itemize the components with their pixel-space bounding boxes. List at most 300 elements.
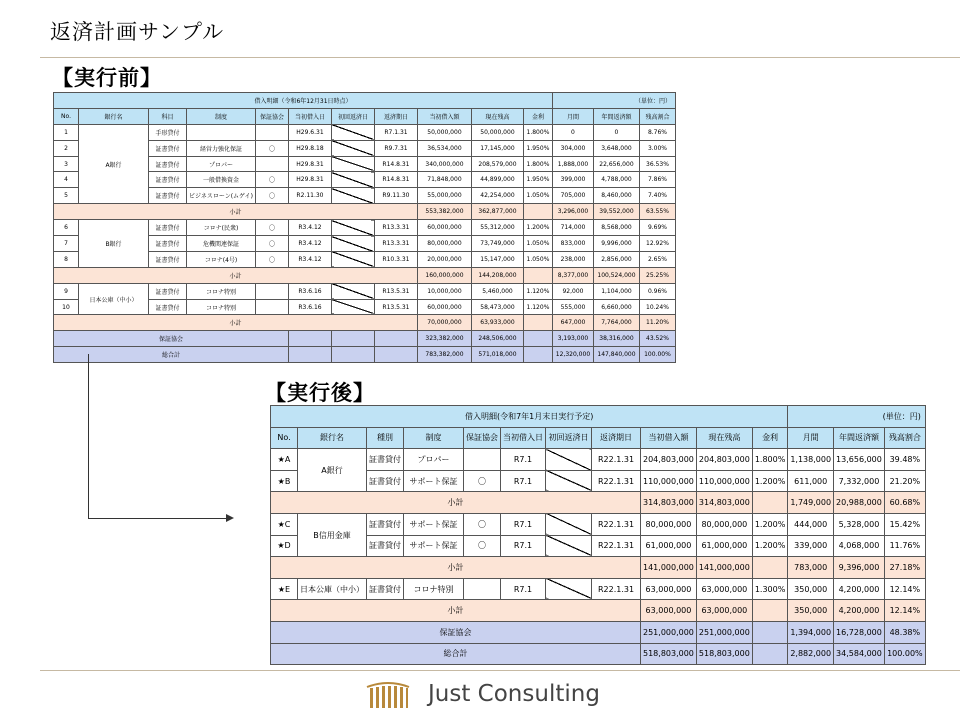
cell-monthly: 783,000: [788, 557, 834, 579]
subtotal-label: 小計: [54, 204, 418, 220]
cell-initial: 36,534,000: [417, 140, 471, 156]
cell-no: 8: [54, 251, 79, 267]
cell-bank: B銀行: [79, 220, 149, 268]
cell-rate: [523, 204, 552, 220]
cell-monthly: 647,000: [552, 315, 593, 331]
column-header: 制度: [187, 108, 256, 124]
cell-system: サポート保証: [404, 535, 464, 557]
cell-balance: 50,000,000: [471, 124, 523, 140]
cell-initial: 160,000,000: [417, 267, 471, 283]
cell-monthly: 3,193,000: [552, 331, 593, 347]
after-caption: 借入明細(令和7年1月末日実行予定): [271, 406, 788, 428]
cell-start: R7.1: [501, 470, 546, 492]
cell-guarantee: [255, 124, 288, 140]
before-caption-row: [54, 93, 676, 109]
cell-guarantee: [255, 156, 288, 172]
guarantee-total-label: 保証協会: [54, 331, 289, 347]
column-header: 種別: [367, 427, 404, 449]
cell-bank: A銀行: [298, 449, 367, 492]
cell-due: R13.3.31: [374, 236, 417, 252]
pillar-arch-logo-icon: [366, 681, 410, 709]
cell-rate: [752, 600, 788, 622]
cell-rate: [523, 267, 552, 283]
cell-initial: 63,000,000: [641, 600, 697, 622]
flow-connector-line: [88, 354, 89, 519]
cell-due: R13.5.31: [374, 283, 417, 299]
cell-due: R13.5.31: [374, 299, 417, 315]
cell-ratio: 60.68%: [884, 492, 925, 514]
cell-annual: 0: [593, 124, 639, 140]
column-header: 年間返済額: [593, 108, 639, 124]
subtotal-label: 小計: [271, 492, 641, 514]
cell-annual: 20,988,000: [834, 492, 885, 514]
cell-annual: 34,584,000: [834, 643, 885, 665]
cell-first-repay: [331, 236, 374, 252]
cell-monthly: 339,000: [788, 535, 834, 557]
cell-rate: [523, 347, 552, 363]
column-header: 銀行名: [298, 427, 367, 449]
cell-first-repay: [331, 140, 374, 156]
subtotal-row: [271, 600, 926, 622]
cell-ratio: 100.00%: [639, 347, 675, 363]
cell-start: H29.6.31: [288, 124, 331, 140]
table-row: [271, 470, 926, 492]
cell-initial: 340,000,000: [417, 156, 471, 172]
cell-annual: 1,104,000: [593, 283, 639, 299]
cell-annual: 4,200,000: [834, 578, 885, 600]
cell-first-repay: [546, 470, 592, 492]
blank-cell: [288, 347, 331, 363]
cell-first-repay: [331, 156, 374, 172]
cell-no: 4: [54, 172, 79, 188]
table-row: [271, 513, 926, 535]
cell-guarantee: 〇: [255, 236, 288, 252]
cell-no: ★C: [271, 513, 298, 535]
cell-no: 1: [54, 124, 79, 140]
column-header: No.: [271, 427, 298, 449]
cell-system: ビジネスローン(ムゲイ): [187, 188, 256, 204]
cell-initial: 314,803,000: [641, 492, 697, 514]
cell-initial: 204,803,000: [641, 449, 697, 471]
section-before-label: 【実行前】: [52, 66, 162, 90]
guarantee-total-row: [54, 331, 676, 347]
arrow-right-icon: [226, 514, 234, 522]
cell-no: 10: [54, 299, 79, 315]
table-row: [54, 124, 676, 140]
cell-balance: 61,000,000: [696, 535, 752, 557]
cell-rate: 1.200%: [523, 220, 552, 236]
cell-subject: 証書貸付: [367, 449, 404, 471]
top-divider: [40, 57, 960, 58]
cell-subject: 証書貸付: [149, 172, 187, 188]
cell-ratio: 43.52%: [639, 331, 675, 347]
column-header: 残高割合: [639, 108, 675, 124]
cell-initial: 60,000,000: [417, 299, 471, 315]
before-loan-table: [53, 92, 676, 363]
subtotal-row: [54, 204, 676, 220]
cell-system: 経営力強化保証: [187, 140, 256, 156]
cell-balance: 63,000,000: [696, 600, 752, 622]
cell-subject: 手形貸付: [149, 124, 187, 140]
column-header: 当初借入日: [501, 427, 546, 449]
cell-initial: 10,000,000: [417, 283, 471, 299]
cell-balance: 42,254,000: [471, 188, 523, 204]
cell-system: 危機関連保証: [187, 236, 256, 252]
guarantee-total-row: [271, 621, 926, 643]
grand-total-label: 総合計: [271, 643, 641, 665]
cell-rate: 1.950%: [523, 172, 552, 188]
after-caption-row: [271, 406, 926, 428]
cell-initial: 55,000,000: [417, 188, 471, 204]
grand-total-row: [271, 643, 926, 665]
blank-cell: [288, 331, 331, 347]
cell-ratio: 2.65%: [639, 251, 675, 267]
cell-no: ★E: [271, 578, 298, 600]
cell-initial: 60,000,000: [417, 220, 471, 236]
cell-due: R22.1.31: [592, 513, 641, 535]
cell-guarantee: [464, 578, 501, 600]
cell-guarantee: 〇: [464, 535, 501, 557]
cell-monthly: 1,749,000: [788, 492, 834, 514]
cell-system: コロナ特別: [187, 283, 256, 299]
subtotal-label: 小計: [54, 315, 418, 331]
cell-no: 2: [54, 140, 79, 156]
cell-due: R14.8.31: [374, 172, 417, 188]
cell-ratio: 10.24%: [639, 299, 675, 315]
cell-initial: 518,803,000: [641, 643, 697, 665]
table-row: [54, 220, 676, 236]
table-row: [271, 535, 926, 557]
cell-bank: A銀行: [79, 124, 149, 203]
cell-due: R9.11.30: [374, 188, 417, 204]
cell-rate: [752, 557, 788, 579]
blank-cell: [331, 347, 374, 363]
cell-subject: 証書貸付: [149, 140, 187, 156]
cell-rate: 1.200%: [752, 535, 788, 557]
cell-start: R7.1: [501, 513, 546, 535]
cell-annual: 6,660,000: [593, 299, 639, 315]
subtotal-row: [54, 267, 676, 283]
cell-balance: 248,506,000: [471, 331, 523, 347]
cell-ratio: 0.96%: [639, 283, 675, 299]
cell-ratio: 100.00%: [884, 643, 925, 665]
cell-guarantee: [464, 449, 501, 471]
cell-annual: 39,552,000: [593, 204, 639, 220]
cell-annual: 2,856,000: [593, 251, 639, 267]
cell-first-repay: [331, 124, 374, 140]
cell-ratio: 7.40%: [639, 188, 675, 204]
cell-system: プロパー: [404, 449, 464, 471]
cell-subject: 証書貸付: [149, 299, 187, 315]
cell-annual: 4,068,000: [834, 535, 885, 557]
column-header: 初回返済日: [331, 108, 374, 124]
cell-annual: 38,316,000: [593, 331, 639, 347]
cell-rate: 1.050%: [523, 251, 552, 267]
cell-system: コロナ特別: [404, 578, 464, 600]
cell-annual: 13,656,000: [834, 449, 885, 471]
cell-ratio: 39.48%: [884, 449, 925, 471]
guarantee-total-label: 保証協会: [271, 621, 641, 643]
subtotal-row: [54, 315, 676, 331]
table-row: [271, 578, 926, 600]
cell-annual: 100,524,000: [593, 267, 639, 283]
cell-monthly: 1,394,000: [788, 621, 834, 643]
cell-monthly: 444,000: [788, 513, 834, 535]
cell-balance: 44,899,000: [471, 172, 523, 188]
cell-guarantee: 〇: [255, 188, 288, 204]
cell-monthly: 714,000: [552, 220, 593, 236]
cell-first-repay: [331, 188, 374, 204]
cell-subject: 証書貸付: [149, 236, 187, 252]
cell-system: コロナ特別: [187, 299, 256, 315]
cell-ratio: 12.14%: [884, 600, 925, 622]
cell-subject: 証書貸付: [149, 188, 187, 204]
cell-balance: 208,579,000: [471, 156, 523, 172]
cell-guarantee: [255, 299, 288, 315]
cell-initial: 20,000,000: [417, 251, 471, 267]
cell-initial: 80,000,000: [417, 236, 471, 252]
cell-rate: 1.120%: [523, 299, 552, 315]
cell-system: コロナ(民衆): [187, 220, 256, 236]
cell-rate: [752, 621, 788, 643]
cell-annual: 147,840,000: [593, 347, 639, 363]
grand-total-row: [54, 347, 676, 363]
cell-start: R3.4.12: [288, 236, 331, 252]
cell-bank: B信用金庫: [298, 513, 367, 556]
cell-balance: 63,933,000: [471, 315, 523, 331]
column-header: 現在残高: [471, 108, 523, 124]
cell-monthly: 555,000: [552, 299, 593, 315]
cell-annual: 9,396,000: [834, 557, 885, 579]
column-header: 月間: [552, 108, 593, 124]
cell-start: H29.8.31: [288, 172, 331, 188]
after-header-row: [271, 427, 926, 449]
column-header: 当初借入額: [417, 108, 471, 124]
cell-no: 3: [54, 156, 79, 172]
cell-start: R7.1: [501, 449, 546, 471]
cell-initial: 63,000,000: [641, 578, 697, 600]
before-unit: （単位：円）: [552, 93, 675, 109]
cell-ratio: 36.53%: [639, 156, 675, 172]
cell-initial: 141,000,000: [641, 557, 697, 579]
cell-due: R9.7.31: [374, 140, 417, 156]
cell-ratio: 12.92%: [639, 236, 675, 252]
cell-due: R7.1.31: [374, 124, 417, 140]
cell-rate: [523, 315, 552, 331]
cell-no: ★B: [271, 470, 298, 492]
cell-annual: 16,728,000: [834, 621, 885, 643]
cell-guarantee: 〇: [255, 140, 288, 156]
cell-start: R2.11.30: [288, 188, 331, 204]
cell-first-repay: [331, 299, 374, 315]
column-header: 当初借入日: [288, 108, 331, 124]
cell-monthly: 3,296,000: [552, 204, 593, 220]
cell-ratio: 63.55%: [639, 204, 675, 220]
cell-initial: 70,000,000: [417, 315, 471, 331]
subtotal-label: 小計: [271, 600, 641, 622]
cell-first-repay: [546, 535, 592, 557]
cell-ratio: 48.38%: [884, 621, 925, 643]
cell-ratio: 11.76%: [884, 535, 925, 557]
table-row: [54, 283, 676, 299]
cell-monthly: 304,000: [552, 140, 593, 156]
subtotal-row: [271, 557, 926, 579]
cell-start: R7.1: [501, 578, 546, 600]
cell-balance: 58,473,000: [471, 299, 523, 315]
cell-rate: 1.200%: [752, 513, 788, 535]
cell-balance: 80,000,000: [696, 513, 752, 535]
cell-initial: 71,848,000: [417, 172, 471, 188]
cell-subject: 証書貸付: [367, 578, 404, 600]
column-header: 月間: [788, 427, 834, 449]
cell-balance: 17,145,000: [471, 140, 523, 156]
cell-rate: [752, 492, 788, 514]
cell-ratio: 8.76%: [639, 124, 675, 140]
cell-annual: 4,788,000: [593, 172, 639, 188]
cell-due: R14.8.31: [374, 156, 417, 172]
cell-monthly: 705,000: [552, 188, 593, 204]
cell-guarantee: 〇: [255, 172, 288, 188]
cell-subject: 証書貸付: [149, 283, 187, 299]
cell-balance: 63,000,000: [696, 578, 752, 600]
cell-guarantee: [255, 283, 288, 299]
cell-no: ★D: [271, 535, 298, 557]
cell-annual: 22,656,000: [593, 156, 639, 172]
cell-ratio: 25.25%: [639, 267, 675, 283]
cell-ratio: 27.18%: [884, 557, 925, 579]
cell-guarantee: 〇: [255, 220, 288, 236]
cell-bank: 日本公庫（中小）: [79, 283, 149, 315]
cell-start: H29.8.31: [288, 156, 331, 172]
cell-first-repay: [546, 513, 592, 535]
cell-monthly: 2,882,000: [788, 643, 834, 665]
cell-monthly: 350,000: [788, 578, 834, 600]
cell-first-repay: [546, 578, 592, 600]
cell-balance: 110,000,000: [696, 470, 752, 492]
cell-initial: 80,000,000: [641, 513, 697, 535]
cell-ratio: 21.20%: [884, 470, 925, 492]
page-title: 返済計画サンプル: [50, 20, 225, 44]
cell-due: R22.1.31: [592, 449, 641, 471]
cell-system: サポート保証: [404, 513, 464, 535]
cell-start: R7.1: [501, 535, 546, 557]
cell-monthly: 12,320,000: [552, 347, 593, 363]
column-header: 銀行名: [79, 108, 149, 124]
cell-initial: 50,000,000: [417, 124, 471, 140]
column-header: 年間返済額: [834, 427, 885, 449]
cell-due: R22.1.31: [592, 578, 641, 600]
cell-annual: 8,460,000: [593, 188, 639, 204]
cell-guarantee: 〇: [255, 251, 288, 267]
blank-cell: [331, 331, 374, 347]
cell-monthly: 0: [552, 124, 593, 140]
column-header: 保証協会: [255, 108, 288, 124]
cell-monthly: 611,000: [788, 470, 834, 492]
cell-no: 9: [54, 283, 79, 299]
cell-subject: 証書貸付: [149, 156, 187, 172]
column-header: 金利: [523, 108, 552, 124]
cell-no: 5: [54, 188, 79, 204]
cell-balance: 251,000,000: [696, 621, 752, 643]
cell-system: 一般借換資金: [187, 172, 256, 188]
cell-subject: 証書貸付: [367, 470, 404, 492]
cell-rate: 1.050%: [523, 188, 552, 204]
column-header: 現在残高: [696, 427, 752, 449]
after-unit: (単位：円): [788, 406, 926, 428]
cell-ratio: 12.14%: [884, 578, 925, 600]
cell-monthly: 8,377,000: [552, 267, 593, 283]
cell-annual: 9,996,000: [593, 236, 639, 252]
subtotal-label: 小計: [271, 557, 641, 579]
cell-no: ★A: [271, 449, 298, 471]
cell-due: R22.1.31: [592, 535, 641, 557]
cell-rate: 1.800%: [523, 124, 552, 140]
flow-connector-line: [88, 518, 226, 519]
brand-name: Just Consulting: [428, 681, 600, 707]
cell-start: R3.4.12: [288, 220, 331, 236]
cell-due: R13.3.31: [374, 220, 417, 236]
blank-cell: [374, 331, 417, 347]
section-after-label: 【実行後】: [265, 381, 375, 405]
cell-monthly: 833,000: [552, 236, 593, 252]
cell-guarantee: 〇: [464, 513, 501, 535]
column-header: 金利: [752, 427, 788, 449]
cell-bank: 日本公庫（中小）: [298, 578, 367, 600]
cell-no: 7: [54, 236, 79, 252]
cell-monthly: 399,000: [552, 172, 593, 188]
cell-initial: 61,000,000: [641, 535, 697, 557]
cell-balance: 5,460,000: [471, 283, 523, 299]
cell-rate: 1.120%: [523, 283, 552, 299]
cell-balance: 73,749,000: [471, 236, 523, 252]
column-header: 保証協会: [464, 427, 501, 449]
cell-system: プロパー: [187, 156, 256, 172]
cell-start: H29.8.18: [288, 140, 331, 156]
cell-subject: 証書貸付: [367, 513, 404, 535]
cell-first-repay: [331, 251, 374, 267]
cell-first-repay: [331, 283, 374, 299]
grand-total-label: 総合計: [54, 347, 289, 363]
cell-annual: 7,332,000: [834, 470, 885, 492]
cell-rate: 1.800%: [523, 156, 552, 172]
bottom-divider: [40, 670, 960, 671]
cell-ratio: 15.42%: [884, 513, 925, 535]
cell-balance: 141,000,000: [696, 557, 752, 579]
cell-first-repay: [331, 220, 374, 236]
cell-monthly: 92,000: [552, 283, 593, 299]
cell-balance: 15,147,000: [471, 251, 523, 267]
subtotal-label: 小計: [54, 267, 418, 283]
cell-initial: 783,382,000: [417, 347, 471, 363]
cell-balance: 314,803,000: [696, 492, 752, 514]
cell-balance: 518,803,000: [696, 643, 752, 665]
before-header-row: [54, 108, 676, 124]
column-header: 残高割合: [884, 427, 925, 449]
cell-no: 6: [54, 220, 79, 236]
cell-annual: 8,568,000: [593, 220, 639, 236]
column-header: No.: [54, 108, 79, 124]
cell-ratio: 7.86%: [639, 172, 675, 188]
cell-monthly: 1,138,000: [788, 449, 834, 471]
cell-monthly: 1,888,000: [552, 156, 593, 172]
cell-due: R10.3.31: [374, 251, 417, 267]
cell-rate: 1.200%: [752, 470, 788, 492]
table-row: [271, 449, 926, 471]
cell-start: R3.6.16: [288, 299, 331, 315]
cell-ratio: 11.20%: [639, 315, 675, 331]
cell-rate: 1.950%: [523, 140, 552, 156]
cell-initial: 110,000,000: [641, 470, 697, 492]
